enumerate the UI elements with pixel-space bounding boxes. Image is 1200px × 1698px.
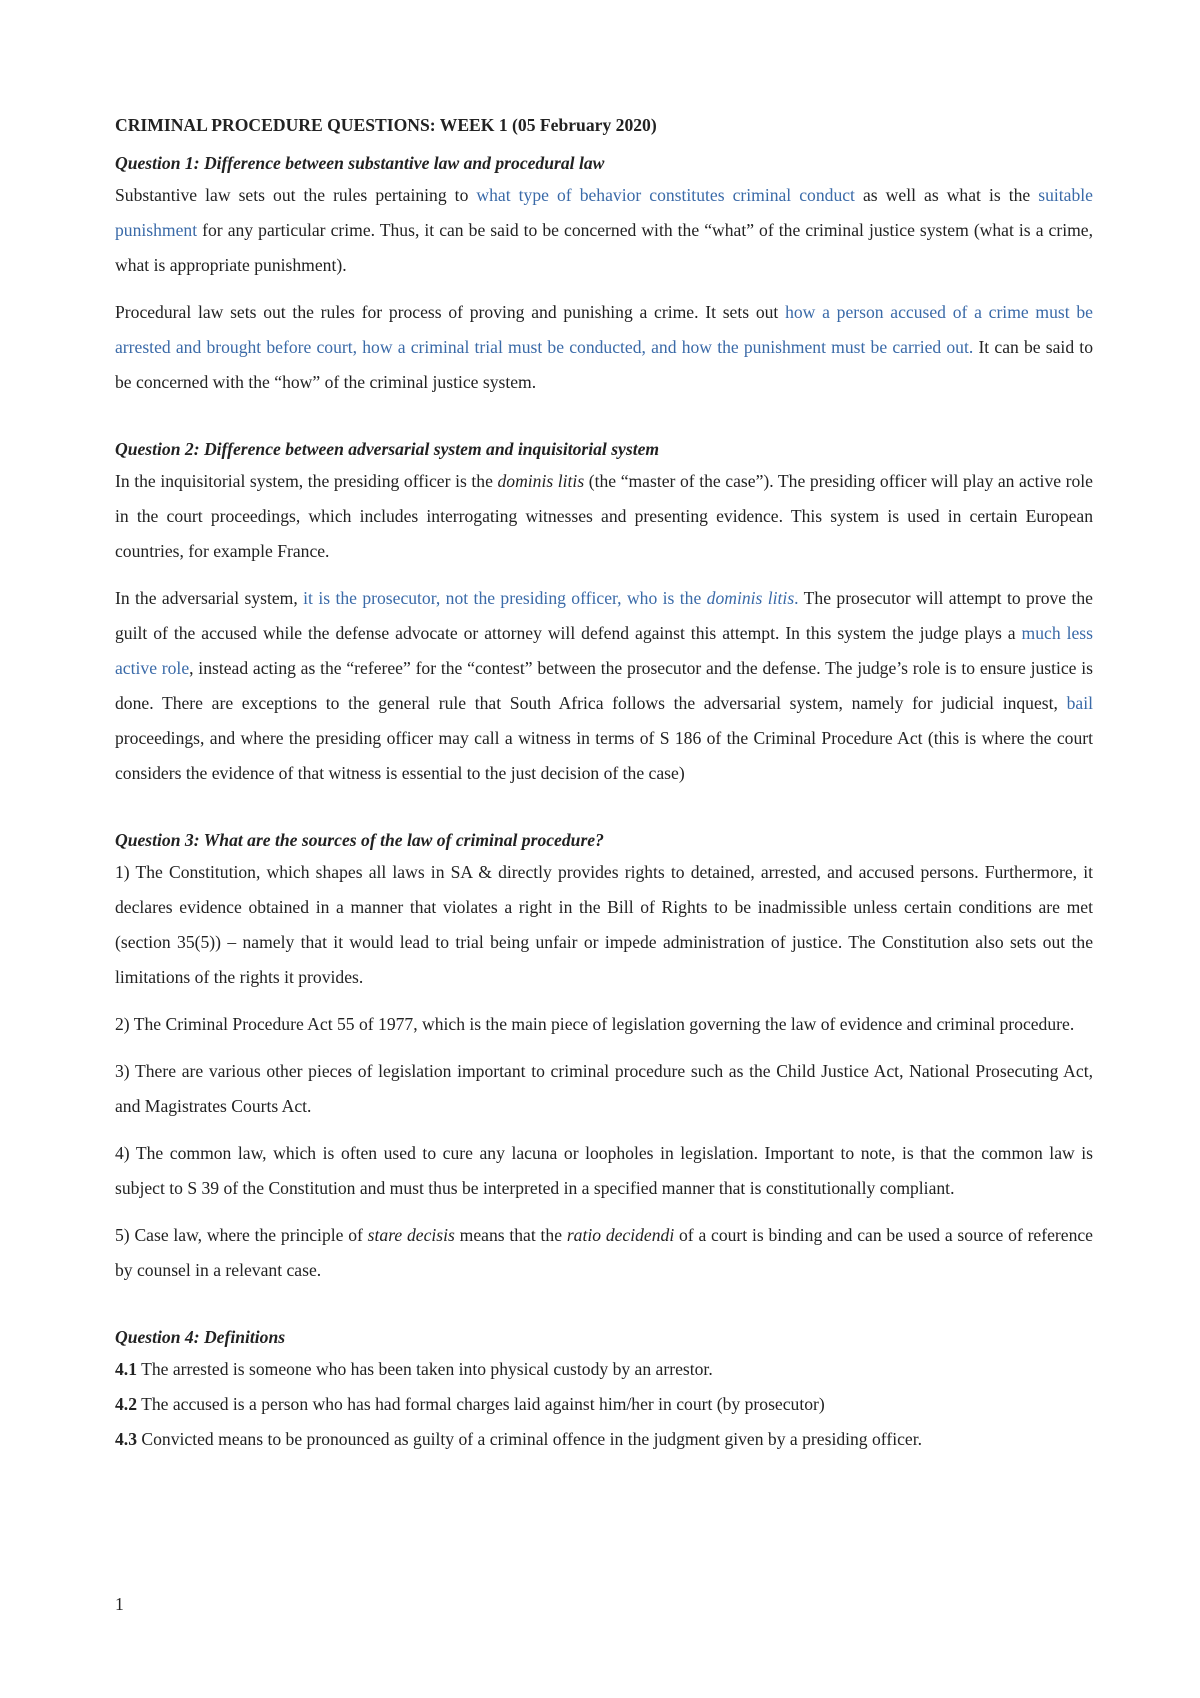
source-item-5: 5) Case law, where the principle of stare decisis means that the ratio decidendi of a court is binding and can be used a source of reference by counsel in a relevant case. <box>115 1225 1093 1280</box>
page-number: 1 <box>115 1594 124 1614</box>
definition-item: 4.1 The arrested is someone who has been taken into physical custody by an arrestor. <box>115 1359 713 1379</box>
highlighted-text: suitable punishment <box>115 185 1093 240</box>
source-item-2: 2) The Criminal Procedure Act 55 of 1977, which is the main piece of legislation governing the law of evidence and criminal procedure. <box>115 1014 1075 1034</box>
question-4-heading: Question 4: Definitions <box>115 1327 286 1347</box>
highlighted-text: bail <box>1066 693 1093 713</box>
highlighted-text: it is the prosecutor, not the presiding officer, who is the <box>303 588 707 608</box>
document-page <box>115 110 1093 1457</box>
question-1-heading: Question 1: Difference between substantive law and procedural law <box>115 153 605 173</box>
question-1-paragraph-1: Substantive law sets out the rules pertaining to what type of behavior constitutes criminal conduct as well as what is the suitable punishment for any particular crime. Thus, it can be said to be concerned with the “what” of the criminal justice system (what is a crime, what is appropriate punishment). <box>115 185 1093 275</box>
question-2-heading: Question 2: Difference between adversarial system and inquisitorial system <box>115 439 660 459</box>
question-2-paragraph-2: In the adversarial system, it is the prosecutor, not the presiding officer, who is the dominis litis. The prosecutor will attempt to prove the guilt of the accused while the defense advocate or attorney will defend against this attempt. In this system the judge plays a much less active role, instead acting as the “referee” for the “contest” between the prosecutor and the defense. The judge’s role is to ensure justice is done. There are exceptions to the general rule that South Africa follows the adversarial system, namely for judicial inquest, bail proceedings, and where the presiding officer may call a witness in terms of S 186 of the Criminal Procedure Act (this is where the court considers the evidence of that witness is essential to the just decision of the case) <box>115 588 1093 783</box>
highlighted-text: how a person accused of a crime must be arrested and brought before court, how a criminal trial must be conducted, and how the punishment must be carried out. <box>115 302 1093 357</box>
source-item-4: 4) The common law, which is often used to cure any lacuna or loopholes in legislation. Important to note, is that the common law is subject to S 39 of the Constitution and must thus be interpreted in a specified manner that is constitutionally compliant. <box>115 1143 1093 1198</box>
highlighted-text: what type of behavior constitutes criminal conduct <box>476 185 855 205</box>
source-item-1: 1) The Constitution, which shapes all laws in SA & directly provides rights to detained, arrested, and accused persons. Furthermore, it declares evidence obtained in a manner that violates a right in the Bill of Rights to be inadmissible unless certain conditions are met (section 35(5)) – namely that it would lead to trial being unfair or impede administration of justice. The Constitution also sets out the limitations of the rights it provides. <box>115 862 1093 987</box>
definition-item: 4.3 Convicted means to be pronounced as guilty of a criminal offence in the judgment given by a presiding officer. <box>115 1429 922 1449</box>
question-2-paragraph-1: In the inquisitorial system, the presiding officer is the dominis litis (the “master of the case”). The presiding officer will play an active role in the court proceedings, which includes interrogating witnesses and presenting evidence. This system is used in certain European countries, for example France. <box>115 471 1093 561</box>
question-1-paragraph-2: Procedural law sets out the rules for process of proving and punishing a crime. It sets out how a person accused of a crime must be arrested and brought before court, how a criminal trial must be conducted, and how the punishment must be carried out. It can be said to be concerned with the “how” of the criminal justice system. <box>115 302 1093 392</box>
document-title: CRIMINAL PROCEDURE QUESTIONS: WEEK 1 (05 February 2020) <box>115 115 657 135</box>
definition-item: 4.2 The accused is a person who has had formal charges laid against him/her in court (by prosecutor) <box>115 1394 825 1414</box>
question-3-heading: Question 3: What are the sources of the law of criminal procedure? <box>115 830 604 850</box>
highlighted-text: much less active role <box>115 623 1093 678</box>
source-item-3: 3) There are various other pieces of legislation important to criminal procedure such as the Child Justice Act, National Prosecuting Act, and Magistrates Courts Act. <box>115 1061 1093 1116</box>
